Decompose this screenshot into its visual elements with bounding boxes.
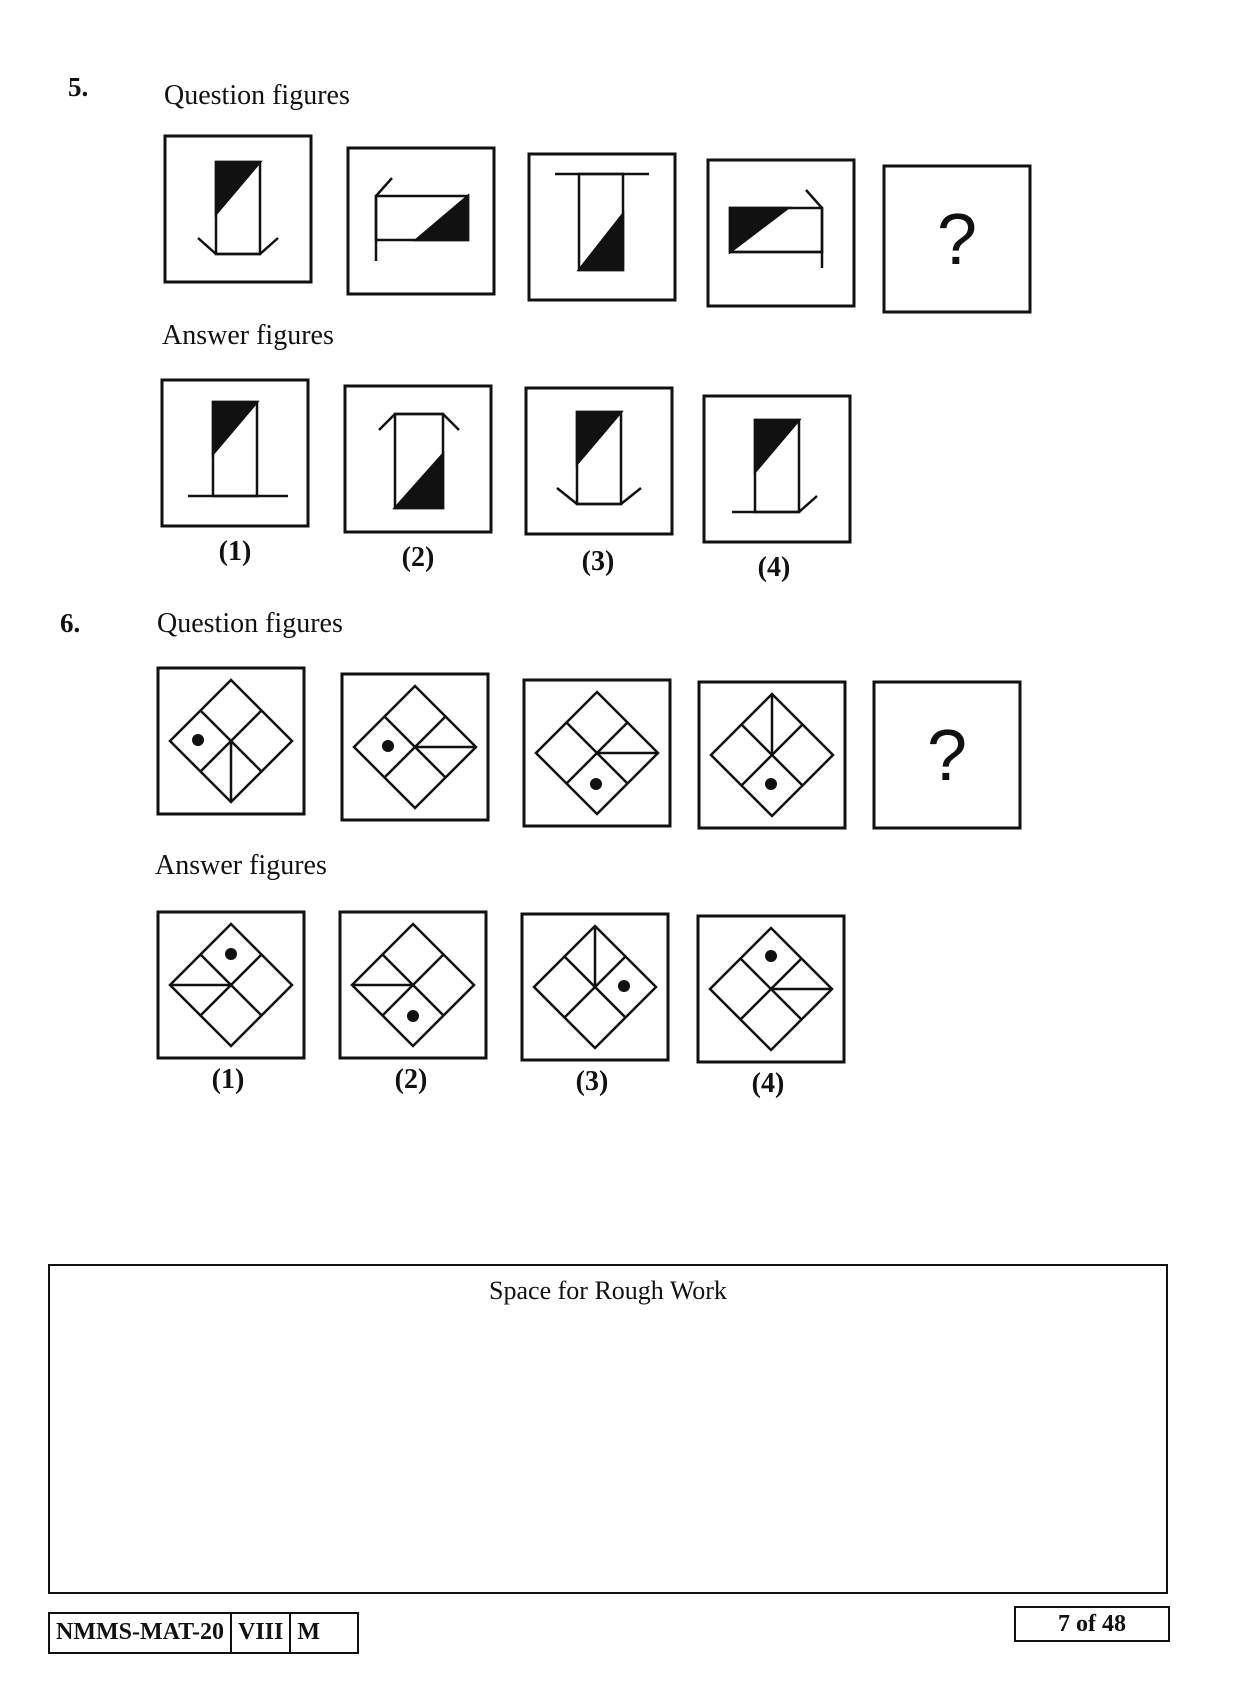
q5-question-figures-label: Question figures [164, 80, 350, 111]
q5-question-figure-4 [706, 158, 856, 308]
q6-answer-figures-label: Answer figures [155, 850, 327, 881]
rough-work-title: Space for Rough Work [489, 1276, 727, 1305]
q5-question-figure-unknown [882, 164, 1032, 314]
q5-question-figure-1 [163, 134, 313, 284]
q5-question-figure-3 [527, 152, 677, 302]
paper-code-box [48, 1612, 359, 1654]
q6-option-label-1: (1) [211, 1064, 245, 1095]
q6-answer-figure-4[interactable] [696, 914, 846, 1064]
q6-question-figures-label: Question figures [157, 608, 343, 639]
class-code: VIII [232, 1614, 291, 1652]
paper-code: NMMS-MAT-20 [50, 1614, 232, 1652]
q5-answer-figure-2[interactable] [343, 384, 493, 534]
q6-answer-figure-2[interactable] [338, 910, 488, 1060]
q5-option-label-4: (4) [757, 552, 791, 583]
q6-option-label-4: (4) [751, 1068, 785, 1099]
question-number-6: 6. [60, 608, 81, 638]
q5-question-mark: ? [936, 200, 978, 280]
question-number-5: 5. [68, 72, 89, 102]
rough-work-box [48, 1264, 1168, 1594]
q6-question-figure-3 [522, 678, 672, 828]
q5-question-figure-2 [346, 146, 496, 296]
q6-question-figure-unknown [872, 680, 1022, 830]
q6-option-label-3: (3) [575, 1066, 609, 1097]
q6-option-label-2: (2) [394, 1064, 428, 1095]
q6-question-figure-2 [340, 672, 490, 822]
q6-answer-figure-3[interactable] [520, 912, 670, 1062]
page-number: 7 of 48 [1014, 1606, 1170, 1642]
q6-question-figure-1 [156, 666, 306, 816]
q6-answer-figure-1[interactable] [156, 910, 306, 1060]
q5-option-label-1: (1) [218, 536, 252, 567]
q5-option-label-2: (2) [401, 542, 435, 573]
q6-question-figure-4 [697, 680, 847, 830]
q6-question-mark: ? [926, 716, 968, 796]
q5-option-label-3: (3) [581, 546, 615, 577]
q5-answer-figure-3[interactable] [524, 386, 674, 536]
q5-answer-figure-1[interactable] [160, 378, 310, 528]
medium-code: M [297, 1619, 320, 1645]
q5-answer-figures-label: Answer figures [162, 320, 334, 351]
q5-answer-figure-4[interactable] [702, 394, 852, 544]
